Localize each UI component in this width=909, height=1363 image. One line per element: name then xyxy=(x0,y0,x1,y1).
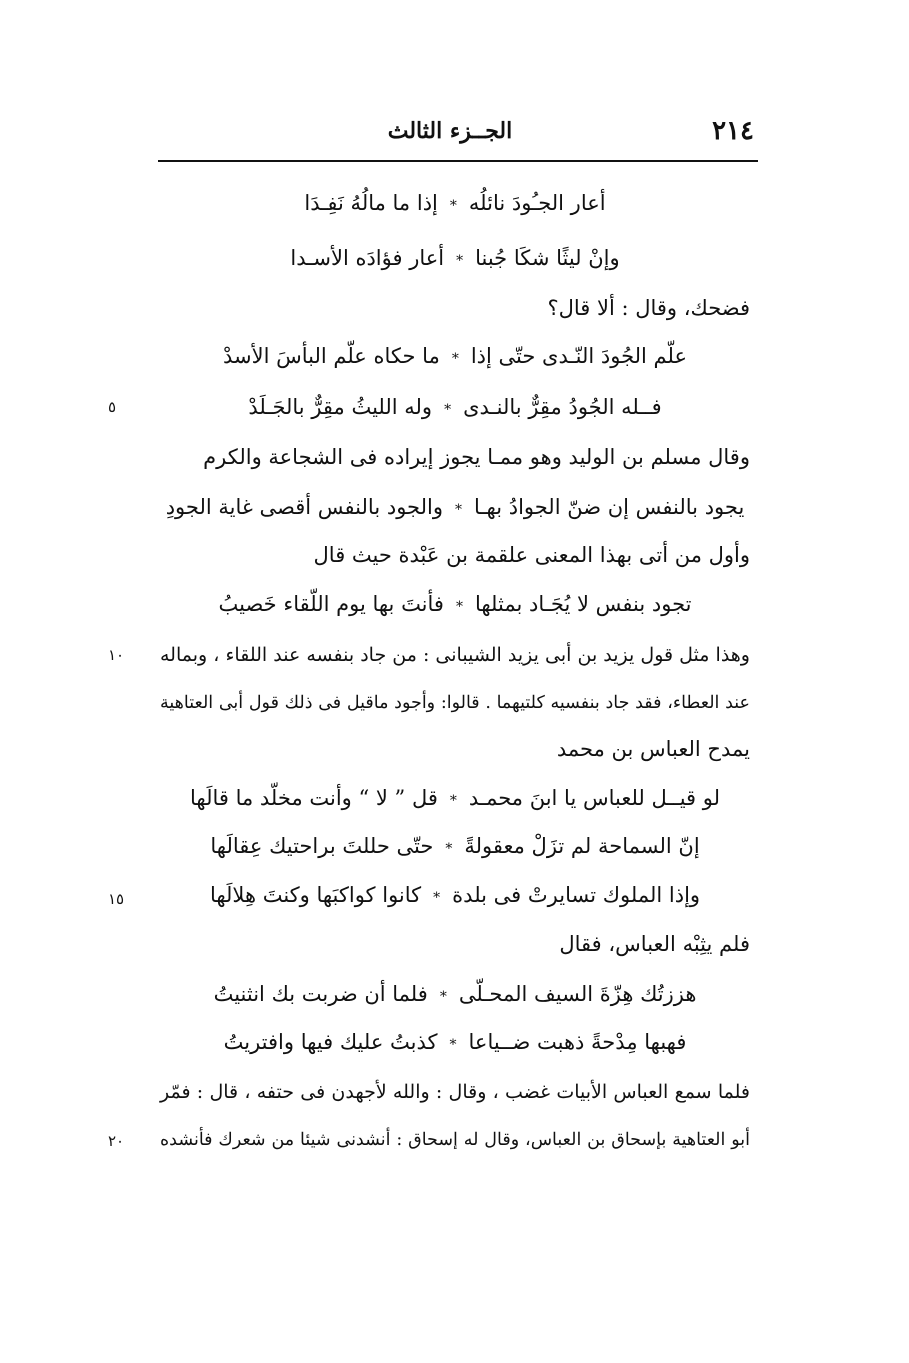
verse-first-hemistich: فهبها مِدْحةً ذهبت ضــياعا xyxy=(468,1030,687,1054)
verse-line xyxy=(160,979,750,1009)
prose-line: فضحك، وقال : ألا قال؟ xyxy=(547,296,750,320)
verse-separator: * xyxy=(456,253,464,269)
verse-second-hemistich: والجود بالنفس أقصى غاية الجودِ xyxy=(165,495,443,519)
verse-separator: * xyxy=(449,1037,457,1053)
verse-second-hemistich: كانوا كواكبَها وكنتَ هِلالَها xyxy=(209,883,422,907)
verse-first-hemistich: علّم الجُودَ النّـدى حتّى إذا xyxy=(470,344,688,368)
verse-line xyxy=(160,589,750,619)
header-rule xyxy=(158,160,758,162)
verse-second-hemistich: أعار فؤادَه الأسـدا xyxy=(290,246,445,270)
verse-first-hemistich: إنّ السماحة لم تزَلْ معقولةً xyxy=(464,834,700,858)
margin-line-number: ٢٠ xyxy=(108,1132,125,1150)
prose-line: وهذا مثل قول يزيد بن أبى يزيد الشيبانى : من جاد بنفسه عند اللقاء ، وبماله xyxy=(160,644,750,666)
verse-line xyxy=(160,341,750,371)
verse-separator: * xyxy=(449,793,457,809)
verse-line xyxy=(160,1027,750,1057)
verse-line xyxy=(160,880,750,910)
verse-first-hemistich: وإنْ ليثًا شكَا جُبنا xyxy=(475,246,620,270)
prose-line: عند العطاء، فقد جاد بنفسيه كلتيهما . قالوا: وأجود ماقيل فى ذلك قول أبى العتاهية xyxy=(160,693,750,713)
verse-line xyxy=(160,188,750,218)
prose-line: فلم يثِبْه العباس، فقال xyxy=(559,932,750,956)
margin-line-number: ٥ xyxy=(108,398,117,416)
verse-separator: * xyxy=(449,198,457,214)
verse-line xyxy=(160,392,750,422)
verse-line xyxy=(160,243,750,273)
verse-first-hemistich: أعار الجـُودَ نائلُه xyxy=(468,191,606,215)
verse-separator: * xyxy=(454,502,462,518)
verse-separator: * xyxy=(444,402,452,418)
prose-line: فلما سمع العباس الأبيات غضب ، وقال : والله لأجهدن فى حتفه ، قال : فمّر xyxy=(160,1081,750,1103)
verse-first-hemistich: وإذا الملوك تسايرتْ فى بلدة xyxy=(452,883,701,907)
margin-line-number: ١٥ xyxy=(108,890,125,908)
running-title: الجــزء الثالث xyxy=(387,118,513,144)
verse-second-hemistich: فأنتَ بها يوم اللّقاء خَصيبُ xyxy=(218,592,444,616)
verse-first-hemistich: يجود بالنفس إن ضنّ الجوادُ بهـا xyxy=(473,495,745,519)
verse-second-hemistich: قل ” لا “ وأنت مخلّد ما قالَها xyxy=(190,786,438,810)
verse-second-hemistich: ما حكاه علّم البأسَ الأسدْ xyxy=(223,344,440,368)
verse-separator: * xyxy=(433,890,441,906)
verse-line xyxy=(160,492,750,522)
prose-line: أبو العتاهية بإسحاق بن العباس، وقال له إسحاق : أنشدنى شيئا من شعرك فأنشده xyxy=(160,1130,750,1150)
verse-second-hemistich: إذا ما مالُهُ نَفِـدَا xyxy=(304,191,438,215)
prose-line: وأول من أتى بهذا المعنى علقمة بن عَبْدة حيث قال xyxy=(313,543,750,567)
verse-second-hemistich: كذبتُ عليك فيها وافتريتُ xyxy=(223,1030,438,1054)
prose-line: يمدح العباس بن محمد xyxy=(556,737,750,761)
verse-second-hemistich: فلما أن ضربت بك انثنيتُ xyxy=(213,982,428,1006)
margin-line-number: ١٠ xyxy=(108,646,125,664)
verse-line xyxy=(160,783,750,813)
verse-first-hemistich: لو قيــل للعباس يا ابنَ محمـد xyxy=(468,786,720,810)
verse-separator: * xyxy=(451,351,459,367)
verse-first-hemistich: هززتُك هِزّةَ السيف المحـلّى xyxy=(458,982,697,1006)
verse-first-hemistich: فــله الجُودُ مقِرٌّ بالنـدى xyxy=(463,395,662,419)
prose-line: وقال مسلم بن الوليد وهو ممـا يجوز إيراده فى الشجاعة والكرم xyxy=(203,445,750,469)
verse-second-hemistich: وله الليثُ مقِرٌّ بالجَـلَدْ xyxy=(248,395,433,419)
verse-separator: * xyxy=(439,989,447,1005)
page-number: ٢١٤ xyxy=(712,116,754,146)
verse-second-hemistich: حتّى حللتَ براحتيك عِقالَها xyxy=(210,834,434,858)
verse-separator: * xyxy=(455,599,463,615)
verse-first-hemistich: تجود بنفس لا يُجَـاد بمثلها xyxy=(474,592,692,616)
verse-separator: * xyxy=(445,841,453,857)
verse-line xyxy=(160,831,750,861)
